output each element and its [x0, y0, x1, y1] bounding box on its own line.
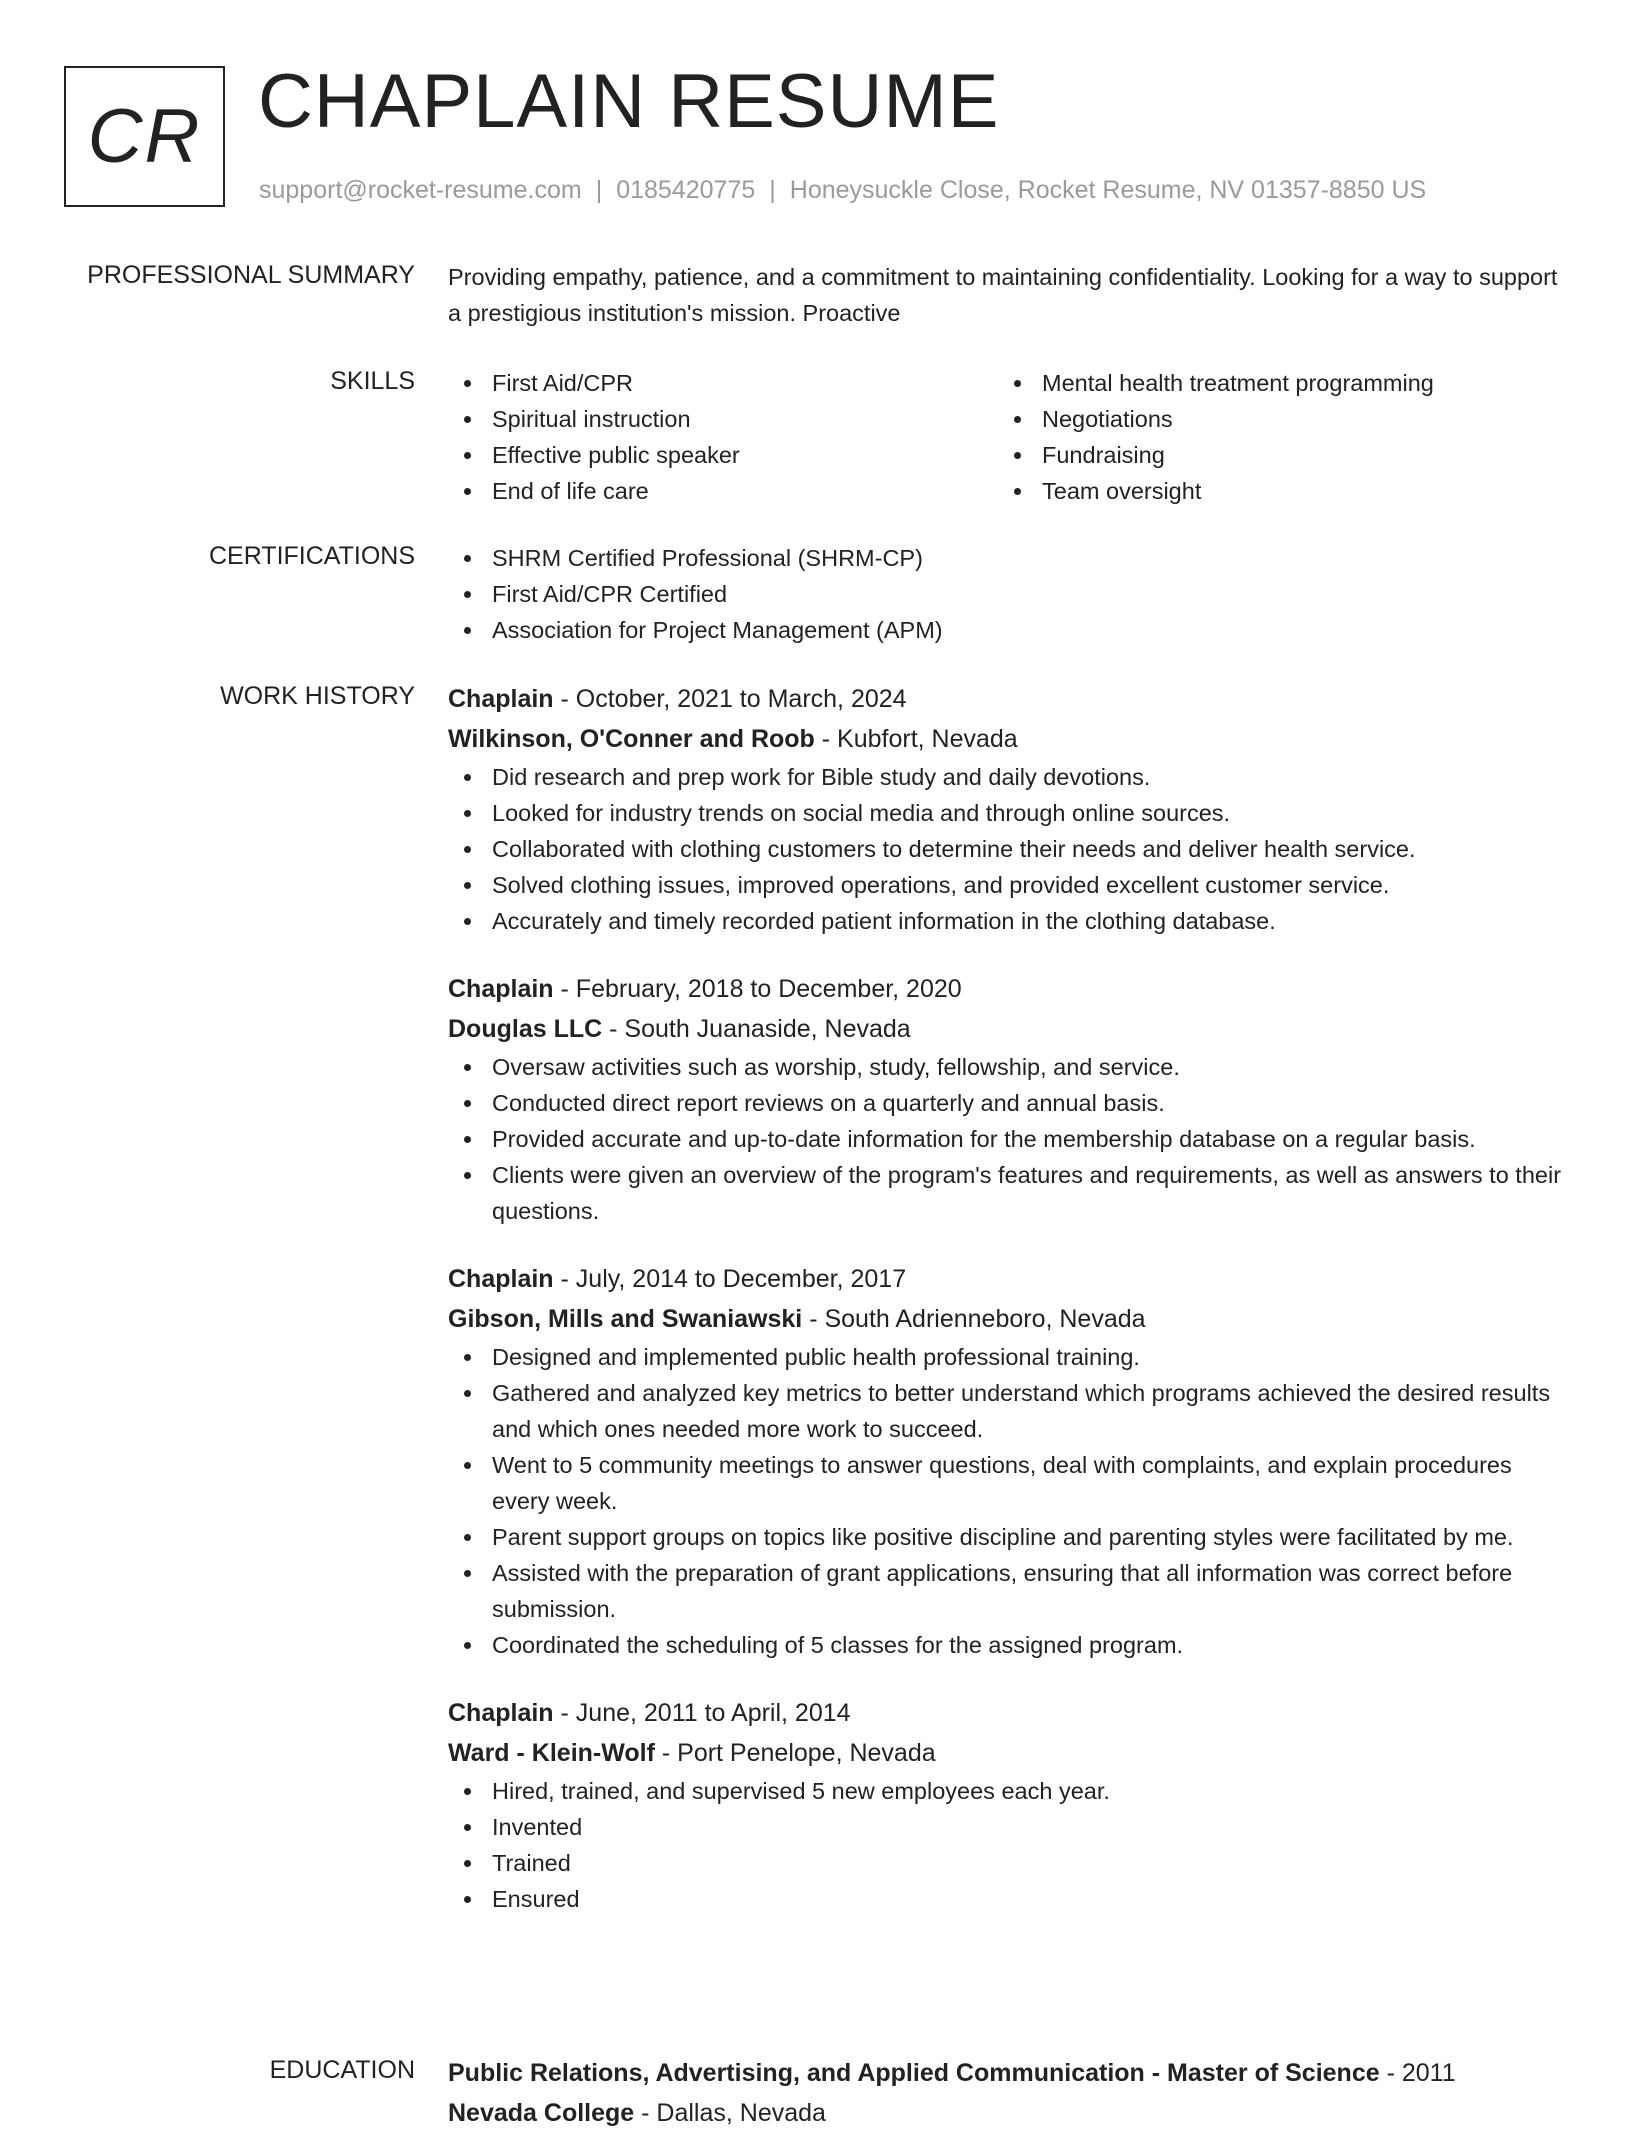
skill-item: Negotiations: [998, 401, 1548, 437]
certifications-list: [448, 540, 1568, 648]
summary-text: Providing empathy, patience, and a commitment to maintaining confidentiality. Looking for a way to support a prestigious institution's mission. Proactive: [448, 264, 1558, 326]
job-company: Douglas LLC: [448, 1015, 603, 1043]
job-dates: - July, 2014 to December, 2017: [553, 1265, 907, 1293]
skill-item: Mental health treatment programming: [998, 365, 1548, 401]
contact-email: support@rocket-resume.com: [259, 176, 582, 204]
job-location: - Kubfort, Nevada: [814, 725, 1018, 753]
duty-item: Hired, trained, and supervised 5 new employees each year.: [448, 1773, 1568, 1809]
job-title-line: [448, 969, 1568, 1009]
job-entry: [448, 1259, 1568, 1663]
job-company-line: [448, 1299, 1568, 1339]
duty-item: Went to 5 community meetings to answer questions, deal with complaints, and explain procedures every week.: [448, 1447, 1568, 1519]
contact-line: [259, 174, 1426, 206]
job-company: Gibson, Mills and Swaniawski: [448, 1305, 803, 1333]
duty-item: Invented: [448, 1809, 1568, 1845]
certification-item: First Aid/CPR Certified: [448, 576, 1568, 612]
job-dates: - February, 2018 to December, 2020: [553, 975, 962, 1003]
job-entry: [448, 969, 1568, 1229]
job-company: Ward - Klein-Wolf: [448, 1739, 655, 1767]
skill-item: Spiritual instruction: [448, 401, 998, 437]
skills-heading: SKILLS: [330, 367, 415, 395]
summary-heading: PROFESSIONAL SUMMARY: [87, 261, 415, 289]
monogram-box: [64, 66, 225, 207]
skills-list-right: [998, 365, 1548, 509]
work-history-heading: WORK HISTORY: [220, 682, 415, 710]
job-title: Chaplain: [448, 1699, 554, 1727]
duty-item: Trained: [448, 1845, 1568, 1881]
resume-title: CHAPLAIN RESUME: [258, 59, 1000, 144]
duty-item: Provided accurate and up-to-date information for the membership database on a regular basis.: [448, 1121, 1568, 1157]
job-company-line: [448, 1009, 1568, 1049]
certification-item: SHRM Certified Professional (SHRM-CP): [448, 540, 1568, 576]
duty-item: Did research and prep work for Bible study and daily devotions.: [448, 759, 1568, 795]
job-title-line: [448, 1259, 1568, 1299]
duty-item: Coordinated the scheduling of 5 classes for the assigned program.: [448, 1627, 1568, 1663]
job-duties-list: [448, 1339, 1568, 1663]
job-title: Chaplain: [448, 685, 554, 713]
duty-item: Gathered and analyzed key metrics to better understand which programs achieved the desired results and which ones needed more work to succeed.: [448, 1375, 1568, 1447]
job-duties-list: [448, 1773, 1568, 1917]
job-location: - South Juanaside, Nevada: [602, 1015, 911, 1043]
job-company: Wilkinson, O'Conner and Roob: [448, 725, 815, 753]
duty-item: Collaborated with clothing customers to determine their needs and deliver health service.: [448, 831, 1568, 867]
education-heading: EDUCATION: [269, 2056, 415, 2084]
job-dates: - June, 2011 to April, 2014: [553, 1699, 851, 1727]
education-degree: Public Relations, Advertising, and Applied Communication - Master of Science: [448, 2059, 1380, 2087]
job-company-line: [448, 719, 1568, 759]
skill-item: Fundraising: [998, 437, 1548, 473]
job-title-line: [448, 1693, 1568, 1733]
job-company-line: [448, 1733, 1568, 1773]
job-location: - Port Penelope, Nevada: [654, 1739, 936, 1767]
duty-item: Looked for industry trends on social media and through online sources.: [448, 795, 1568, 831]
job-entry: [448, 1693, 1568, 1917]
skills-list-left: [448, 365, 998, 509]
job-title-line: [448, 679, 1568, 719]
duty-item: Oversaw activities such as worship, study, fellowship, and service.: [448, 1049, 1568, 1085]
education-school: Nevada College: [448, 2099, 635, 2127]
education-year: - 2011: [1379, 2059, 1456, 2087]
job-dates: - October, 2021 to March, 2024: [553, 685, 907, 713]
education-school-line: [448, 2093, 1568, 2133]
duty-item: Parent support groups on topics like positive discipline and parenting styles were facilitated by me.: [448, 1519, 1568, 1555]
job-title: Chaplain: [448, 975, 554, 1003]
job-duties-list: [448, 1049, 1568, 1229]
contact-address: Honeysuckle Close, Rocket Resume, NV 01357-8850 US: [789, 176, 1427, 204]
certifications-heading: CERTIFICATIONS: [208, 542, 415, 570]
duty-item: Solved clothing issues, improved operations, and provided excellent customer service.: [448, 867, 1568, 903]
job-title: Chaplain: [448, 1265, 554, 1293]
duty-item: Ensured: [448, 1881, 1568, 1917]
duty-item: Clients were given an overview of the program's features and requirements, as well as answers to their questions.: [448, 1157, 1568, 1229]
contact-phone: 0185420775: [616, 176, 756, 204]
contact-separator: |: [595, 176, 603, 204]
certification-item: Association for Project Management (APM): [448, 612, 1568, 648]
education-location: - Dallas, Nevada: [634, 2099, 826, 2127]
skill-item: End of life care: [448, 473, 998, 509]
skill-item: Team oversight: [998, 473, 1548, 509]
job-entry: [448, 679, 1568, 939]
duty-item: Assisted with the preparation of grant applications, ensuring that all information was correct before submission.: [448, 1555, 1568, 1627]
skill-item: First Aid/CPR: [448, 365, 998, 401]
duty-item: Designed and implemented public health professional training.: [448, 1339, 1568, 1375]
contact-separator: |: [769, 176, 776, 204]
duty-item: Accurately and timely recorded patient information in the clothing database.: [448, 903, 1568, 939]
skill-item: Effective public speaker: [448, 437, 998, 473]
education-degree-line: [448, 2053, 1568, 2093]
job-location: - South Adrienneboro, Nevada: [802, 1305, 1146, 1333]
monogram-initials: CR: [87, 94, 202, 179]
duty-item: Conducted direct report reviews on a quarterly and annual basis.: [448, 1085, 1568, 1121]
job-duties-list: [448, 759, 1568, 939]
